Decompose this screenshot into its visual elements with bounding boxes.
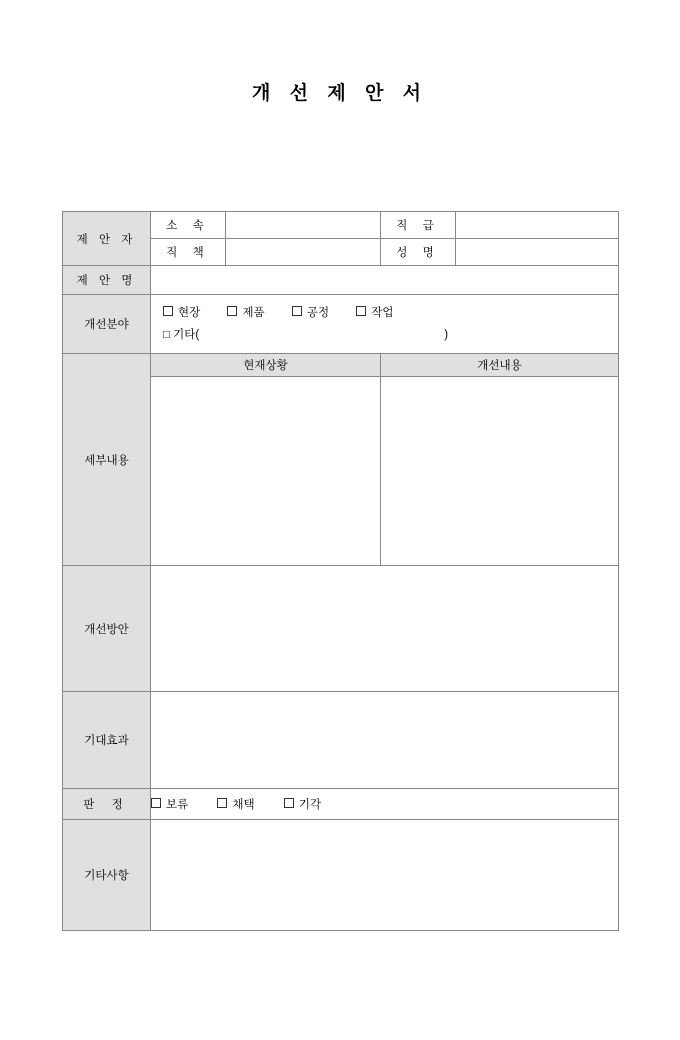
- checkbox-label: 보류: [166, 799, 189, 811]
- area-options-cell: [151, 295, 619, 354]
- judgement-options-cell: [151, 789, 619, 820]
- table-row: [63, 820, 619, 931]
- table-row: [63, 789, 619, 820]
- checkbox-icon[interactable]: [151, 798, 161, 808]
- table-row: [63, 212, 619, 239]
- checkbox-option-jageop[interactable]: [356, 303, 393, 323]
- checkbox-label: 공정: [306, 307, 330, 319]
- checkbox-label: 작업: [371, 307, 394, 319]
- checkbox-icon[interactable]: [217, 798, 227, 808]
- proposal-title-input[interactable]: [151, 266, 619, 295]
- checkbox-option-boryu[interactable]: [151, 799, 188, 811]
- proposal-title-label: 제 안 명: [63, 266, 151, 295]
- area-checkbox-group: [151, 295, 618, 353]
- name-label: 성 명: [381, 239, 456, 266]
- others-label: 기타사항: [63, 820, 151, 931]
- table-row: [63, 566, 619, 692]
- checkbox-label: 현장: [178, 307, 201, 319]
- rank-label: 직 급: [381, 212, 456, 239]
- plan-label: 개선방안: [63, 566, 151, 692]
- checkbox-option-gongjeong[interactable]: [292, 303, 329, 323]
- position-input[interactable]: [226, 239, 381, 266]
- area-label: 개선분야: [63, 295, 151, 354]
- checkbox-icon[interactable]: [356, 306, 366, 316]
- area-etc-close-label: ): [444, 329, 449, 341]
- table-row: [63, 295, 619, 354]
- affiliation-label: 소 속: [151, 212, 226, 239]
- checkbox-icon[interactable]: [163, 306, 173, 316]
- proposer-label: 제 안 자: [63, 212, 151, 266]
- table-row: [63, 354, 619, 377]
- name-input[interactable]: [456, 239, 619, 266]
- current-status-input[interactable]: [151, 377, 381, 566]
- document-page: [0, 78, 680, 1040]
- checkbox-label: 제품: [242, 307, 265, 319]
- checkbox-label: 기각: [298, 799, 322, 811]
- effect-input[interactable]: [151, 692, 619, 789]
- affiliation-input[interactable]: [226, 212, 381, 239]
- improvement-header: 개선내용: [381, 354, 619, 377]
- page-title: 개 선 제 안 서: [252, 83, 428, 104]
- plan-input[interactable]: [151, 566, 619, 692]
- checkbox-option-hyeonjang[interactable]: [163, 303, 200, 323]
- checkbox-option-chaetaek[interactable]: [217, 799, 254, 811]
- area-etc-row[interactable]: [163, 325, 618, 345]
- effect-label: 기대효과: [63, 692, 151, 789]
- current-status-header: 현재상황: [151, 354, 381, 377]
- checkbox-option-gigak[interactable]: [284, 799, 321, 811]
- checkbox-icon[interactable]: [284, 798, 294, 808]
- checkbox-label: 채택: [232, 799, 255, 811]
- rank-input[interactable]: [456, 212, 619, 239]
- improvement-proposal-form: [62, 211, 619, 931]
- position-label: 직 책: [151, 239, 226, 266]
- others-input[interactable]: [151, 820, 619, 931]
- table-row: [63, 692, 619, 789]
- checkbox-option-jepum[interactable]: [227, 303, 264, 323]
- area-etc-open-label: □ 기타(: [163, 329, 200, 341]
- checkbox-icon[interactable]: [292, 306, 302, 316]
- checkbox-icon[interactable]: [227, 306, 237, 316]
- improvement-input[interactable]: [381, 377, 619, 566]
- detail-label: 세부내용: [63, 354, 151, 566]
- table-row: [63, 266, 619, 295]
- judgement-label: 판 정: [63, 789, 151, 820]
